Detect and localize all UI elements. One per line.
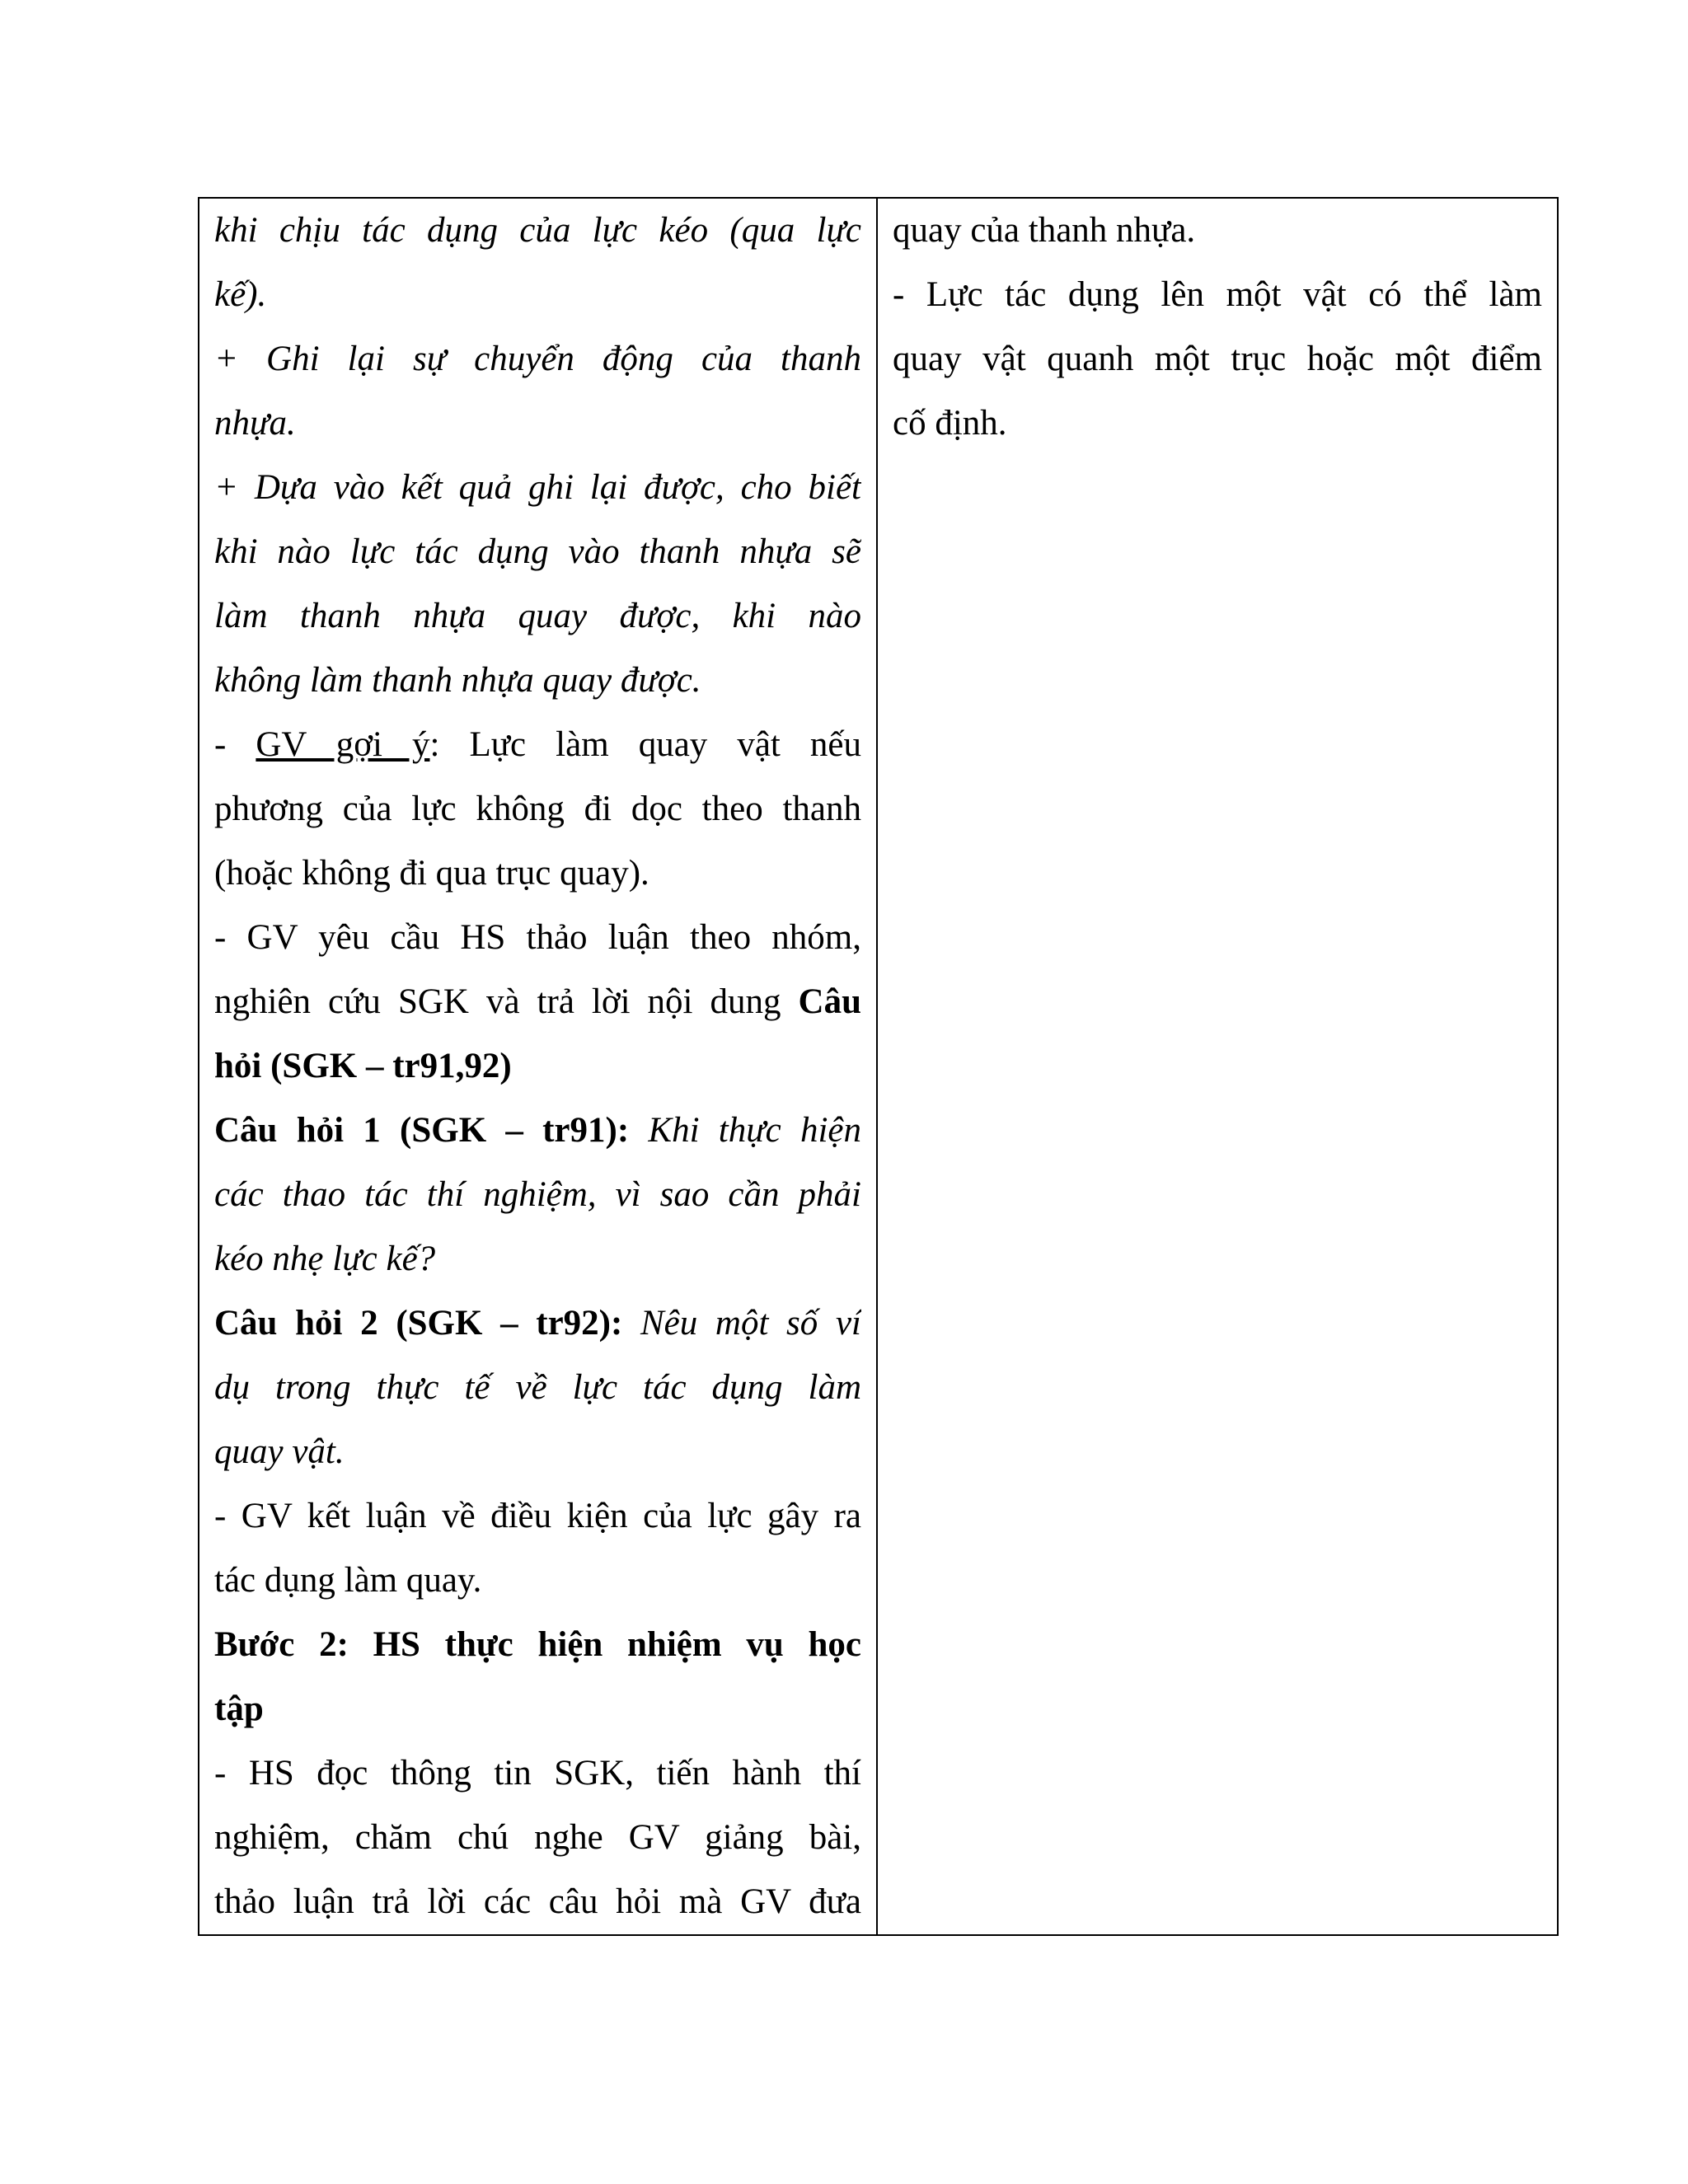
left-line-5: + Dựa vào kết quả ghi lại được, cho biết [214,468,861,507]
left-line-3: + Ghi lại sự chuyển động của thanh [214,340,861,378]
left-line-16: các thao tác thí nghiệm, vì sao cần phải [214,1175,861,1214]
left-line-7: làm thanh nhựa quay được, khi nào [214,597,861,635]
left-line-9: - GV gợi ý: Lực làm quay vật nếu [214,725,861,764]
left-line-4: nhựa. [214,404,296,443]
left-line-25: - HS đọc thông tin SGK, tiến hành thí [214,1754,861,1793]
left-line-21: - GV kết luận về điều kiện của lực gây ra [214,1497,861,1535]
left-line-24: tập [214,1690,264,1728]
right-line-1: quay của thanh nhựa. [893,211,1196,250]
left-cell [199,198,877,1935]
step-2-heading: Bước 2: HS thực hiện nhiệm vụ học [214,1625,861,1664]
right-cell [877,198,1558,1935]
left-line-14: hỏi (SGK – tr91,92) [214,1047,512,1085]
left-line-1: khi chịu tác dụng của lực kéo (qua lực [214,211,861,250]
left-line-22: tác dụng làm quay. [214,1561,482,1600]
question-1-heading: Câu hỏi 1 (SGK – tr91): Khi thực hiện [214,1111,861,1150]
left-line-27: thảo luận trả lời các câu hỏi mà GV đưa [214,1882,861,1921]
left-line-26: nghiệm, chăm chú nghe GV giảng bài, [214,1818,861,1857]
gv-goi-y-label: GV gợi ý [256,725,430,764]
left-line-17: kéo nhẹ lực kế? [214,1240,436,1278]
left-line-11: (hoặc không đi qua trục quay). [214,854,649,893]
left-line-12: - GV yêu cầu HS thảo luận theo nhóm, [214,918,861,957]
left-line-6: khi nào lực tác dụng vào thanh nhựa sẽ [214,532,861,571]
left-line-13: nghiên cứu SGK và trả lời nội dung Câu [214,982,861,1021]
left-line-8: không làm thanh nhựa quay được. [214,661,701,700]
right-line-4: cố định. [893,404,1007,443]
left-line-19: dụ trong thực tế về lực tác dụng làm [214,1368,861,1407]
table-row [199,198,1558,1935]
content-table [198,197,1559,1936]
right-line-2: - Lực tác dụng lên một vật có thể làm [893,275,1542,314]
question-2-heading: Câu hỏi 2 (SGK – tr92): Nêu một số ví [214,1304,861,1343]
left-line-10: phương của lực không đi dọc theo thanh [214,790,861,828]
left-line-20: quay vật. [214,1432,345,1471]
left-line-2: kế). [214,275,267,314]
right-line-3: quay vật quanh một trục hoặc một điểm [893,340,1542,378]
